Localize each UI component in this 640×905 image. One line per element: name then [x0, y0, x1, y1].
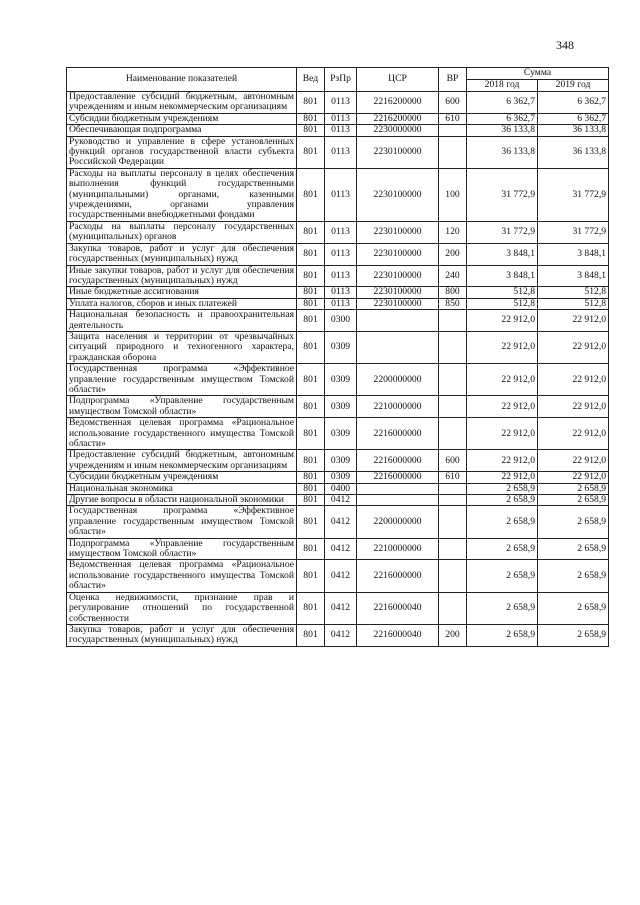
- cell-sum-2019: 22 912,0: [538, 364, 609, 396]
- cell-ved: 801: [297, 331, 325, 363]
- cell-sum-2018: 2 658,9: [467, 506, 538, 538]
- cell-name: Расходы на выплаты персоналу государственных (муниципальных) органов: [67, 221, 297, 243]
- cell-name: Уплата налогов, сборов и иных платежей: [67, 298, 297, 309]
- cell-vr: [439, 310, 467, 332]
- header-ved: Вед: [297, 68, 325, 92]
- table-row: [67, 538, 609, 560]
- cell-sum-2019: 36 133,8: [538, 125, 609, 136]
- cell-vr: [439, 506, 467, 538]
- cell-ved: 801: [297, 125, 325, 136]
- cell-sum-2019: 2 658,9: [538, 506, 609, 538]
- cell-csr: 2216000000: [357, 418, 439, 450]
- cell-ved: 801: [297, 364, 325, 396]
- cell-ved: 801: [297, 136, 325, 168]
- table-row: [67, 624, 609, 646]
- cell-rzpr: 0309: [325, 418, 357, 450]
- cell-vr: [439, 125, 467, 136]
- cell-ved: 801: [297, 450, 325, 472]
- cell-rzpr: 0309: [325, 396, 357, 418]
- cell-csr: 2200000000: [357, 364, 439, 396]
- cell-ved: 801: [297, 592, 325, 624]
- cell-csr: 2230100000: [357, 168, 439, 221]
- table-row: [67, 560, 609, 592]
- cell-sum-2018: 36 133,8: [467, 125, 538, 136]
- cell-vr: 610: [439, 472, 467, 483]
- table-row: [67, 310, 609, 332]
- cell-vr: [439, 136, 467, 168]
- cell-sum-2019: 22 912,0: [538, 472, 609, 483]
- cell-sum-2018: 6 362,7: [467, 113, 538, 124]
- cell-name: Ведомственная целевая программа «Рациональное использование государственного имущества Томской области»: [67, 560, 297, 592]
- cell-csr: 2216000000: [357, 450, 439, 472]
- cell-ved: 801: [297, 92, 325, 114]
- cell-ved: 801: [297, 265, 325, 287]
- cell-sum-2018: 2 658,9: [467, 483, 538, 494]
- cell-sum-2018: 6 362,7: [467, 92, 538, 114]
- cell-sum-2019: 6 362,7: [538, 92, 609, 114]
- cell-sum-2019: 22 912,0: [538, 310, 609, 332]
- cell-csr: [357, 483, 439, 494]
- table-row: [67, 331, 609, 363]
- cell-vr: 100: [439, 168, 467, 221]
- cell-vr: [439, 560, 467, 592]
- cell-name: Национальная экономика: [67, 483, 297, 494]
- cell-vr: 800: [439, 287, 467, 298]
- cell-name: Субсидии бюджетным учреждениям: [67, 472, 297, 483]
- table-row: [67, 506, 609, 538]
- cell-sum-2019: 2 658,9: [538, 538, 609, 560]
- table-body: [67, 92, 609, 647]
- cell-sum-2018: 512,8: [467, 287, 538, 298]
- cell-rzpr: 0400: [325, 483, 357, 494]
- cell-csr: 2216200000: [357, 92, 439, 114]
- cell-ved: 801: [297, 538, 325, 560]
- table-header: [67, 68, 609, 92]
- cell-csr: 2230100000: [357, 221, 439, 243]
- table-row: [67, 92, 609, 114]
- cell-rzpr: 0113: [325, 298, 357, 309]
- cell-sum-2018: 36 133,8: [467, 136, 538, 168]
- cell-rzpr: 0309: [325, 364, 357, 396]
- cell-sum-2018: 2 658,9: [467, 592, 538, 624]
- cell-csr: 2230100000: [357, 136, 439, 168]
- cell-ved: 801: [297, 396, 325, 418]
- cell-csr: [357, 495, 439, 506]
- cell-csr: [357, 310, 439, 332]
- budget-table: [66, 67, 609, 647]
- cell-vr: [439, 592, 467, 624]
- cell-vr: [439, 331, 467, 363]
- cell-sum-2018: 2 658,9: [467, 560, 538, 592]
- table-row: [67, 364, 609, 396]
- cell-vr: 610: [439, 113, 467, 124]
- cell-vr: [439, 418, 467, 450]
- cell-sum-2019: 31 772,9: [538, 221, 609, 243]
- cell-name: Государственная программа «Эффективное управление государственным имуществом Томской области»: [67, 364, 297, 396]
- table-row: [67, 418, 609, 450]
- cell-rzpr: 0113: [325, 265, 357, 287]
- table-row: [67, 287, 609, 298]
- cell-ved: 801: [297, 495, 325, 506]
- table-row: [67, 125, 609, 136]
- cell-sum-2018: 512,8: [467, 298, 538, 309]
- table-row: [67, 592, 609, 624]
- cell-sum-2019: 31 772,9: [538, 168, 609, 221]
- cell-name: Другие вопросы в области национальной экономики: [67, 495, 297, 506]
- table-row: [67, 495, 609, 506]
- cell-sum-2018: 22 912,0: [467, 418, 538, 450]
- table-row: [67, 113, 609, 124]
- cell-name: Предоставление субсидий бюджетным, автономным учреждениям и иным некоммерческим организациям: [67, 92, 297, 114]
- cell-sum-2019: 3 848,1: [538, 265, 609, 287]
- cell-vr: 600: [439, 92, 467, 114]
- cell-vr: 200: [439, 243, 467, 265]
- table-row: [67, 168, 609, 221]
- table-row: [67, 450, 609, 472]
- cell-csr: 2230100000: [357, 287, 439, 298]
- cell-vr: [439, 364, 467, 396]
- cell-rzpr: 0412: [325, 506, 357, 538]
- cell-sum-2019: 2 658,9: [538, 624, 609, 646]
- cell-rzpr: 0412: [325, 538, 357, 560]
- cell-ved: 801: [297, 418, 325, 450]
- page-number: 348: [556, 38, 574, 52]
- cell-name: Закупка товаров, работ и услуг для обеспечения государственных (муниципальных) нужд: [67, 243, 297, 265]
- cell-rzpr: 0412: [325, 560, 357, 592]
- cell-rzpr: 0113: [325, 221, 357, 243]
- cell-sum-2018: 22 912,0: [467, 396, 538, 418]
- cell-csr: 2216000000: [357, 472, 439, 483]
- cell-name: Национальная безопасность и правоохранительная деятельность: [67, 310, 297, 332]
- table-row: [67, 396, 609, 418]
- header-sum: Сумма: [467, 68, 609, 80]
- cell-name: Защита населения и территории от чрезвычайных ситуаций природного и техногенного характера, гражданская оборона: [67, 331, 297, 363]
- cell-csr: 2216200000: [357, 113, 439, 124]
- cell-sum-2019: 2 658,9: [538, 560, 609, 592]
- cell-sum-2018: 3 848,1: [467, 265, 538, 287]
- cell-vr: 240: [439, 265, 467, 287]
- cell-name: Субсидии бюджетным учреждениям: [67, 113, 297, 124]
- cell-rzpr: 0113: [325, 243, 357, 265]
- cell-rzpr: 0113: [325, 136, 357, 168]
- header-name: Наименование показателей: [67, 68, 297, 92]
- cell-csr: 2200000000: [357, 506, 439, 538]
- cell-csr: 2216000040: [357, 592, 439, 624]
- table-row: [67, 221, 609, 243]
- cell-ved: 801: [297, 483, 325, 494]
- cell-sum-2018: 22 912,0: [467, 310, 538, 332]
- cell-sum-2019: 2 658,9: [538, 483, 609, 494]
- cell-vr: [439, 495, 467, 506]
- cell-sum-2019: 36 133,8: [538, 136, 609, 168]
- cell-name: Подпрограмма «Управление государственным имуществом Томской области»: [67, 538, 297, 560]
- cell-ved: 801: [297, 287, 325, 298]
- cell-sum-2019: 22 912,0: [538, 396, 609, 418]
- cell-ved: 801: [297, 113, 325, 124]
- cell-sum-2018: 31 772,9: [467, 168, 538, 221]
- cell-csr: 2216000000: [357, 560, 439, 592]
- cell-sum-2019: 6 362,7: [538, 113, 609, 124]
- cell-ved: 801: [297, 560, 325, 592]
- cell-name: Руководство и управление в сфере установленных функций органов государственной власти субъекта Российской Федерации: [67, 136, 297, 168]
- cell-rzpr: 0113: [325, 92, 357, 114]
- cell-rzpr: 0113: [325, 287, 357, 298]
- cell-ved: 801: [297, 298, 325, 309]
- cell-vr: [439, 396, 467, 418]
- header-csr: ЦСР: [357, 68, 439, 92]
- cell-vr: 850: [439, 298, 467, 309]
- cell-rzpr: 0412: [325, 495, 357, 506]
- cell-rzpr: 0309: [325, 472, 357, 483]
- cell-rzpr: 0412: [325, 592, 357, 624]
- header-vr: ВР: [439, 68, 467, 92]
- cell-name: Иные бюджетные ассигнования: [67, 287, 297, 298]
- cell-sum-2019: 22 912,0: [538, 450, 609, 472]
- cell-name: Закупка товаров, работ и услуг для обеспечения государственных (муниципальных) нужд: [67, 624, 297, 646]
- cell-rzpr: 0309: [325, 331, 357, 363]
- cell-rzpr: 0113: [325, 168, 357, 221]
- cell-sum-2018: 22 912,0: [467, 364, 538, 396]
- cell-csr: 2216000040: [357, 624, 439, 646]
- header-rzpr: РзПр: [325, 68, 357, 92]
- cell-csr: [357, 331, 439, 363]
- cell-sum-2019: 3 848,1: [538, 243, 609, 265]
- cell-csr: 2230100000: [357, 243, 439, 265]
- cell-sum-2019: 512,8: [538, 298, 609, 309]
- table-row: [67, 472, 609, 483]
- cell-ved: 801: [297, 310, 325, 332]
- cell-ved: 801: [297, 472, 325, 483]
- cell-name: Обеспечивающая подпрограмма: [67, 125, 297, 136]
- cell-csr: 2230100000: [357, 298, 439, 309]
- cell-sum-2018: 31 772,9: [467, 221, 538, 243]
- cell-sum-2018: 2 658,9: [467, 495, 538, 506]
- cell-name: Государственная программа «Эффективное управление государственным имуществом Томской области»: [67, 506, 297, 538]
- cell-name: Расходы на выплаты персоналу в целях обеспечения выполнения функций государственными (муниципальными) органами, казенными учреждениями, органами управления государственными внебюджетными фондами: [67, 168, 297, 221]
- header-year-2019: 2019 год: [538, 80, 609, 92]
- cell-rzpr: 0412: [325, 624, 357, 646]
- table-row: [67, 243, 609, 265]
- header-year-2018: 2018 год: [467, 80, 538, 92]
- cell-ved: 801: [297, 624, 325, 646]
- cell-name: Оценка недвижимости, признание прав и регулирование отношений по государственной собственности: [67, 592, 297, 624]
- cell-vr: [439, 538, 467, 560]
- cell-sum-2019: 22 912,0: [538, 331, 609, 363]
- cell-csr: 2230100000: [357, 265, 439, 287]
- cell-csr: 2210000000: [357, 396, 439, 418]
- cell-vr: 120: [439, 221, 467, 243]
- cell-sum-2018: 22 912,0: [467, 331, 538, 363]
- cell-name: Предоставление субсидий бюджетным, автономным учреждениям и иным некоммерческим организациям: [67, 450, 297, 472]
- table-row: [67, 298, 609, 309]
- cell-sum-2018: 2 658,9: [467, 624, 538, 646]
- cell-vr: [439, 483, 467, 494]
- cell-ved: 801: [297, 168, 325, 221]
- table-row: [67, 265, 609, 287]
- table-row: [67, 136, 609, 168]
- cell-rzpr: 0309: [325, 450, 357, 472]
- cell-vr: 600: [439, 450, 467, 472]
- cell-name: Иные закупки товаров, работ и услуг для обеспечения государственных (муниципальных) нужд: [67, 265, 297, 287]
- cell-sum-2018: 22 912,0: [467, 450, 538, 472]
- cell-sum-2019: 2 658,9: [538, 495, 609, 506]
- cell-rzpr: 0300: [325, 310, 357, 332]
- cell-vr: 200: [439, 624, 467, 646]
- cell-sum-2019: 512,8: [538, 287, 609, 298]
- cell-ved: 801: [297, 506, 325, 538]
- cell-sum-2018: 22 912,0: [467, 472, 538, 483]
- cell-sum-2018: 3 848,1: [467, 243, 538, 265]
- cell-rzpr: 0113: [325, 125, 357, 136]
- cell-sum-2019: 22 912,0: [538, 418, 609, 450]
- cell-csr: 2210000000: [357, 538, 439, 560]
- cell-name: Подпрограмма «Управление государственным имуществом Томской области»: [67, 396, 297, 418]
- cell-rzpr: 0113: [325, 113, 357, 124]
- cell-sum-2018: 2 658,9: [467, 538, 538, 560]
- cell-ved: 801: [297, 221, 325, 243]
- cell-ved: 801: [297, 243, 325, 265]
- cell-name: Ведомственная целевая программа «Рациональное использование государственного имущества Томской области»: [67, 418, 297, 450]
- cell-sum-2019: 2 658,9: [538, 592, 609, 624]
- table-row: [67, 483, 609, 494]
- cell-csr: 2230000000: [357, 125, 439, 136]
